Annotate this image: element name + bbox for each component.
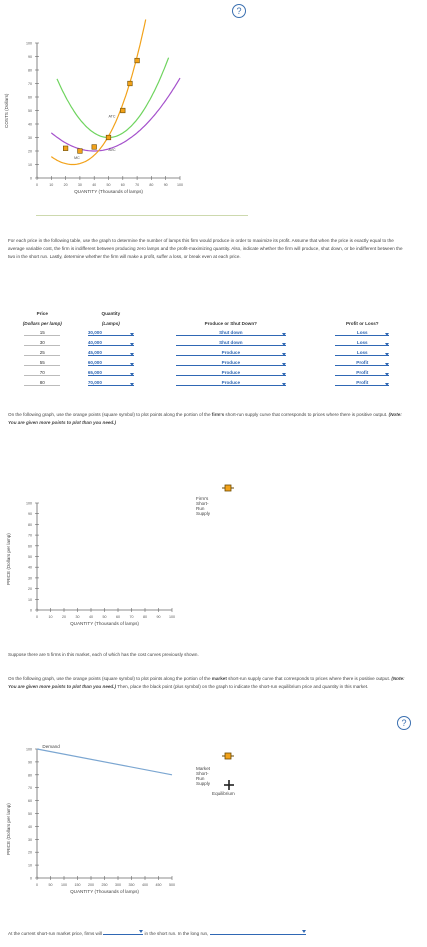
quantity-value: 65,000 (87, 370, 102, 375)
table-row (8, 338, 408, 348)
x-tick-label: 90 (163, 183, 168, 187)
final-part2: in the short run. In the long run, (144, 931, 209, 936)
y-tick-label: 0 (30, 608, 32, 613)
chevron-down-icon (385, 343, 389, 346)
atc-curve (57, 58, 169, 138)
y-tick-label: 100 (26, 747, 32, 752)
firm-graph-ylabel: PRICE (Dollars per lamp) (6, 533, 11, 585)
quantity-dropdown[interactable] (88, 340, 134, 346)
chevron-down-icon (385, 333, 389, 336)
instructions-market-supply (8, 675, 406, 691)
y-tick-label: 90 (28, 55, 32, 59)
x-tick-label: 50 (106, 183, 111, 187)
x-tick-label: 0 (36, 183, 38, 187)
quantity-value: 30,000 (87, 330, 102, 335)
profit-dropdown[interactable] (335, 370, 389, 376)
chevron-down-icon (282, 373, 286, 376)
x-tick-label: 20 (62, 615, 66, 619)
chevron-down-icon (130, 333, 134, 336)
y-tick-label: 90 (28, 760, 32, 765)
chevron-down-icon (385, 383, 389, 386)
avc-curve (51, 78, 180, 151)
chevron-down-icon (282, 333, 286, 336)
profit-value: Loss (356, 330, 368, 335)
y-tick-label: 70 (28, 786, 32, 791)
firms-will-dropdown[interactable] (103, 928, 143, 935)
chevron-down-icon (385, 353, 389, 356)
y-tick-label: 60 (28, 95, 32, 100)
produce-dropdown[interactable] (176, 350, 286, 356)
x-axis-label: QUANTITY (Thousands of lamps) (70, 889, 139, 894)
chevron-down-icon (385, 363, 389, 366)
x-tick-label: 70 (129, 615, 134, 619)
instr2-bold: firm's (211, 412, 225, 417)
col-produce: Produce or Shut Down? (204, 320, 257, 326)
table-row (8, 348, 408, 358)
quantity-dropdown[interactable] (88, 370, 134, 376)
chevron-down-icon (282, 363, 286, 366)
table-row (8, 328, 408, 338)
mc-label: MC (74, 156, 80, 161)
instr2-note: (Note: You are given more points to plot than you need.) (8, 412, 402, 426)
row-price: 55 (24, 360, 60, 366)
instr3-note: (Note: You are given more points to plot than you need.) (8, 676, 405, 690)
x-tick-label: 80 (143, 615, 147, 619)
x-tick-label: 50 (102, 615, 107, 619)
price-quantity-table (8, 308, 408, 388)
y-tick-label: 40 (28, 565, 32, 570)
profit-value: Profit (356, 360, 369, 365)
x-tick-label: 70 (135, 183, 140, 187)
equilibrium-legend: Equilibrium (212, 791, 235, 796)
x-tick-label: 40 (89, 615, 93, 619)
instr3-text: On the following graph, use the orange points (square symbol) to plot points along the portion of the (8, 676, 212, 681)
y-tick-label: 0 (30, 176, 32, 181)
y-tick-label: 100 (26, 501, 32, 506)
x-tick-label: 80 (149, 183, 154, 187)
quantity-value: 45,000 (87, 350, 102, 355)
demand-curve (37, 749, 172, 775)
suppose-text: Suppose there are 5 firms in this market, each of which has the cost curves previously shown. (8, 652, 199, 657)
x-tick-label: 90 (156, 615, 161, 619)
instructions-table: For each price in the following table, use the graph to determine the number of lamps this firm would produce in order to maximize its profit. Assume that when the price is exactly equal to the average variable cost, the firm is indifferent between producing zero lamps and the profit-maximizing quantity. Also, indicate whether the firm will produce, shut down, or be indifferent between the two in the short run. Lastly, determine whether the firm will make a profit, suffer a loss, or break even at each price. (8, 238, 403, 260)
decision-value: Produce (221, 380, 241, 385)
x-tick-label: 100 (177, 183, 183, 187)
final-part1: At the current short-run market price, firms will (8, 931, 102, 936)
y-tick-label: 70 (28, 82, 32, 86)
instr3-bold: market (211, 676, 227, 681)
profit-dropdown[interactable] (335, 350, 389, 356)
table-row (8, 368, 408, 378)
y-tick-label: 80 (28, 522, 32, 527)
y-tick-label: 70 (28, 533, 32, 538)
x-tick-label: 250 (101, 883, 108, 887)
y-tick-label: 20 (28, 587, 32, 592)
chevron-down-icon (130, 383, 134, 386)
quantity-value: 40,000 (87, 340, 102, 345)
cost-graph-ylabel: COSTS (Dollars) (4, 93, 9, 128)
y-tick-label: 100 (26, 41, 32, 46)
mc-point (78, 149, 83, 154)
market-supply-legend: Market Short-Run Supply (196, 766, 211, 786)
x-tick-label: 450 (155, 883, 162, 887)
produce-dropdown[interactable] (176, 340, 286, 346)
profit-dropdown[interactable] (335, 380, 389, 386)
col-profit: Profit or Loss? (345, 320, 379, 326)
y-tick-label: 50 (28, 109, 32, 113)
x-axis-label: QUANTITY (Thousands of lamps) (70, 621, 139, 626)
x-axis-label: QUANTITY (Thousands of lamps) (74, 189, 143, 194)
chevron-down-icon (130, 353, 134, 356)
y-tick-label: 50 (28, 555, 32, 559)
quantity-value: 60,000 (87, 360, 102, 365)
x-tick-label: 10 (49, 183, 54, 187)
row-price: 80 (24, 380, 60, 386)
col-quantity-sub: (Lamps) (101, 320, 120, 326)
x-tick-label: 150 (74, 883, 81, 887)
produce-dropdown[interactable] (176, 360, 286, 366)
mc-point (128, 81, 133, 86)
profit-value: Profit (356, 380, 369, 385)
chevron-down-icon (385, 373, 389, 376)
mc-point (121, 108, 126, 113)
mc-point (135, 58, 140, 63)
x-tick-label: 20 (63, 183, 68, 187)
instr3-suffix: Then, place the black point (plus symbol) on the graph to indicate the short-run equilibrium price and quantity in this market. (116, 684, 369, 690)
y-tick-label: 30 (28, 837, 32, 842)
y-tick-label: 90 (28, 512, 32, 517)
y-tick-label: 20 (28, 850, 32, 855)
firm-supply-tool[interactable] (222, 481, 234, 493)
profit-dropdown[interactable] (335, 330, 389, 336)
firm-supply-legend: Firm's Short-Run Supply (196, 496, 211, 516)
produce-dropdown[interactable] (176, 380, 286, 386)
y-tick-label: 30 (28, 136, 32, 140)
produce-dropdown[interactable] (176, 330, 286, 336)
divider (36, 215, 248, 216)
col-price-sub: (Dollars per lamp) (22, 320, 62, 326)
decision-value: Produce (221, 370, 241, 375)
market-graph-ylabel: PRICE (Dollars per lamp) (6, 803, 11, 855)
market-supply-tool[interactable] (222, 749, 234, 761)
col-price: Price (36, 310, 48, 316)
produce-dropdown[interactable] (176, 370, 286, 376)
profit-value: Loss (356, 340, 368, 345)
x-tick-label: 0 (36, 883, 38, 887)
chevron-down-icon (282, 353, 286, 356)
x-tick-label: 60 (116, 615, 120, 619)
decision-value: Shut down (219, 340, 243, 345)
equilibrium-tool[interactable] (224, 777, 234, 787)
decision-value: Produce (221, 350, 241, 355)
help-icon[interactable]: ? (232, 4, 246, 18)
y-tick-label: 0 (30, 876, 32, 881)
quantity-dropdown[interactable] (88, 360, 134, 366)
y-tick-label: 50 (28, 812, 32, 816)
profit-value: Profit (356, 370, 369, 375)
y-tick-label: 40 (28, 824, 32, 829)
quantity-dropdown[interactable] (88, 330, 134, 336)
y-tick-label: 10 (28, 863, 32, 868)
row-price: 25 (24, 350, 60, 356)
x-tick-label: 10 (48, 615, 53, 619)
x-tick-label: 30 (77, 183, 82, 187)
x-tick-label: 200 (88, 883, 94, 887)
decision-value: Shut down (219, 330, 243, 335)
x-tick-label: 0 (36, 615, 38, 619)
y-tick-label: 60 (28, 799, 32, 804)
chevron-down-icon (130, 363, 134, 366)
long-run-dropdown[interactable] (210, 928, 306, 935)
instructions-firm-supply (8, 411, 406, 427)
x-tick-label: 50 (48, 883, 53, 887)
row-price: 15 (24, 330, 60, 336)
chevron-down-icon (282, 343, 286, 346)
x-tick-label: 300 (115, 883, 121, 887)
x-tick-label: 400 (142, 883, 148, 887)
x-tick-label: 60 (120, 183, 125, 187)
instr2-text: On the following graph, use the orange points (square symbol) to plot points along the portion of the (8, 412, 212, 417)
profit-value: Loss (356, 350, 368, 355)
instr2-suffix: short-run supply curve that corresponds to prices where there is positive output. (224, 412, 389, 417)
avc-label: AVC (108, 148, 116, 152)
demand-label: Demand (42, 744, 60, 749)
y-tick-label: 40 (28, 122, 32, 127)
mc-point (92, 145, 97, 150)
mc-point (63, 146, 68, 151)
x-tick-label: 350 (128, 883, 135, 887)
mc-point (106, 135, 111, 140)
y-tick-label: 80 (28, 773, 32, 778)
instr3-mid: short-run supply curve that corresponds to prices where there is positive output. (226, 676, 392, 681)
final-sentence (8, 928, 422, 936)
row-price: 70 (24, 370, 60, 376)
y-tick-label: 30 (28, 576, 32, 581)
chevron-down-icon (282, 383, 286, 386)
x-tick-label: 500 (169, 883, 175, 887)
y-tick-label: 10 (28, 163, 32, 167)
y-tick-label: 80 (28, 68, 32, 73)
x-tick-label: 40 (92, 183, 97, 187)
x-tick-label: 30 (75, 615, 80, 619)
quantity-dropdown[interactable] (88, 380, 134, 386)
table-row (8, 378, 408, 388)
row-price: 30 (24, 340, 60, 346)
y-tick-label: 20 (28, 149, 32, 154)
quantity-dropdown[interactable] (88, 350, 134, 356)
x-tick-label: 100 (61, 883, 67, 887)
y-tick-label: 10 (28, 597, 32, 602)
decision-value: Produce (221, 360, 241, 365)
profit-dropdown[interactable] (335, 360, 389, 366)
y-tick-label: 60 (28, 544, 32, 549)
chevron-down-icon (130, 373, 134, 376)
help-icon-market[interactable]: ? (397, 716, 411, 730)
quantity-value: 70,000 (87, 380, 102, 385)
x-tick-label: 100 (169, 615, 175, 619)
chevron-down-icon (130, 343, 134, 346)
table-row (8, 358, 408, 368)
atc-label: ATC (108, 114, 116, 119)
profit-dropdown[interactable] (335, 340, 389, 346)
col-quantity: Quantity (101, 310, 121, 316)
